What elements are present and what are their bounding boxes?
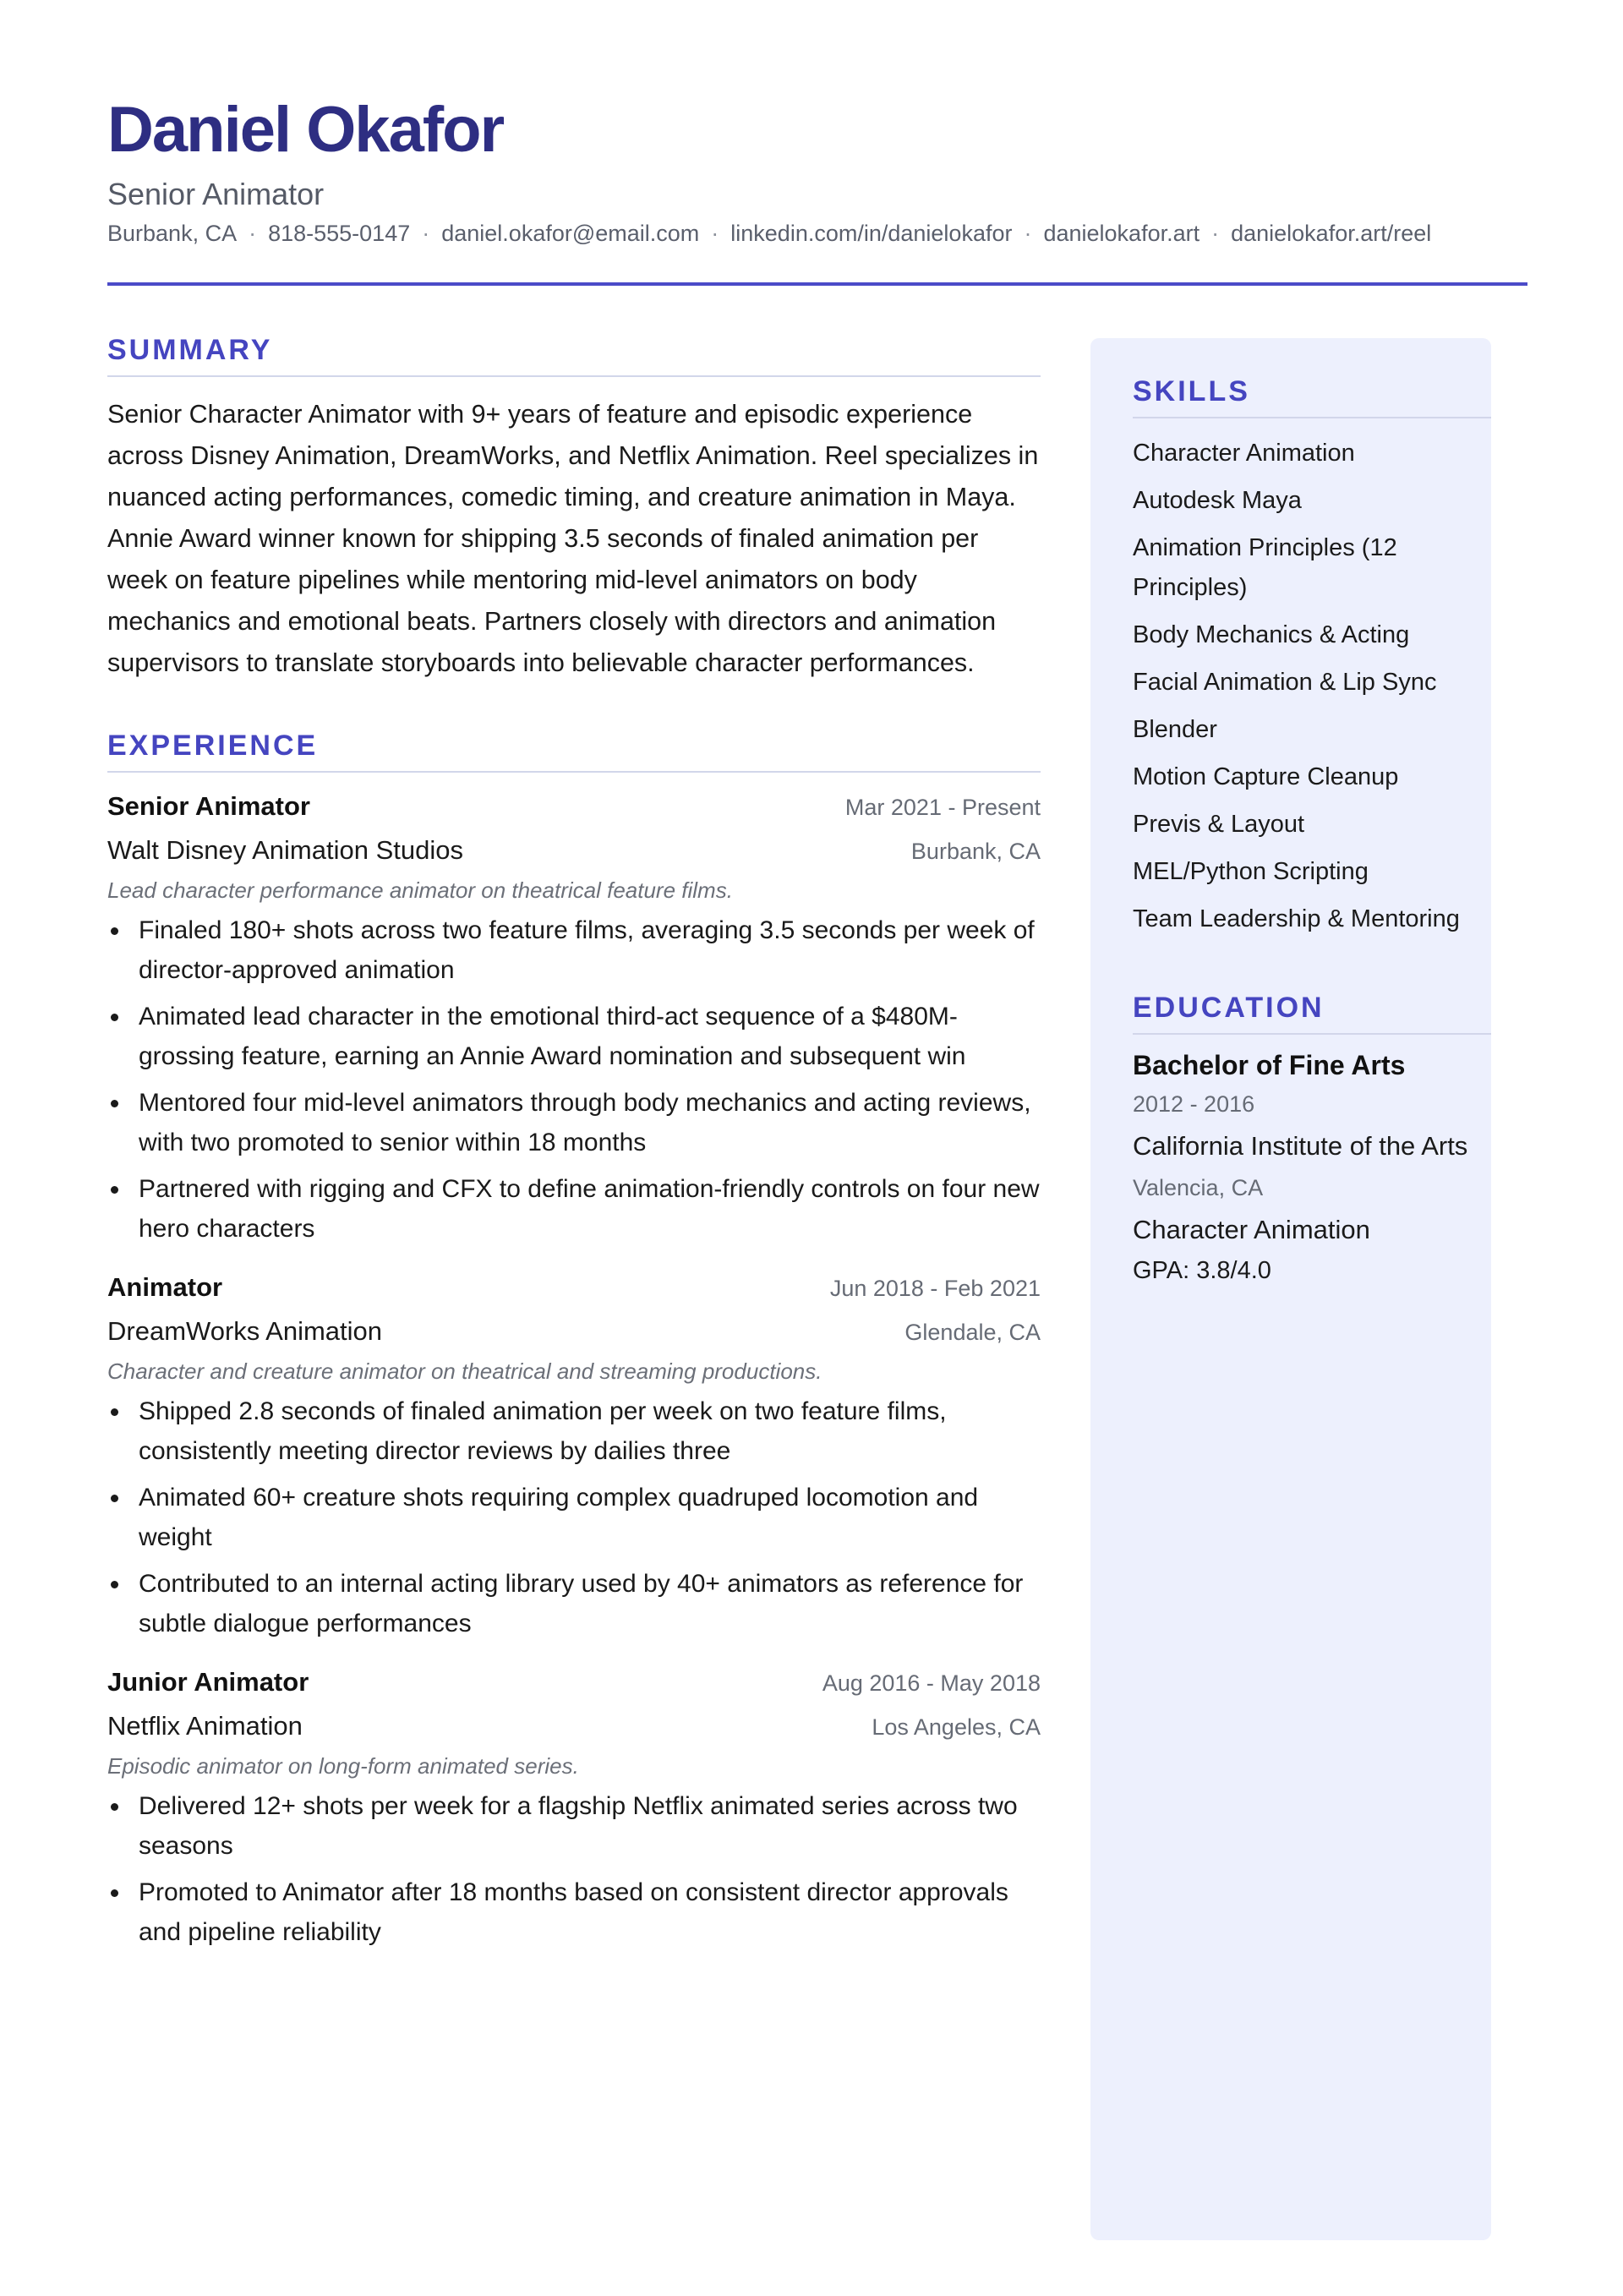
contact-separator: · [1211, 220, 1220, 246]
company-row [107, 835, 1041, 866]
job-bullet: Animated 60+ creature shots requiring complex quadruped locomotion and weight [107, 1478, 1041, 1557]
skill-item: Previs & Layout [1133, 811, 1305, 838]
education-school: California Institute of the Arts [1133, 1131, 1468, 1161]
experience-heading: EXPERIENCE [107, 730, 1041, 773]
skill-item: Motion Capture Cleanup [1133, 763, 1399, 790]
contact-separator: · [1024, 220, 1032, 246]
job-bullet: Delivered 12+ shots per week for a flagship Netflix animated series across two seasons [107, 1786, 1041, 1866]
job-bullets [107, 910, 1041, 1249]
job-bullet: Promoted to Animator after 18 months based on consistent director approvals and pipeline reliability [107, 1872, 1041, 1952]
job-location: Los Angeles, CA [872, 1714, 1041, 1740]
education-section [1133, 992, 1491, 1285]
job-dates: Aug 2016 - May 2018 [822, 1670, 1041, 1696]
job-description: Lead character performance animator on theatrical feature films. [107, 877, 733, 903]
skill-item: Blender [1133, 716, 1217, 743]
job-dates: Jun 2018 - Feb 2021 [829, 1276, 1041, 1301]
skills-heading: SKILLS [1133, 375, 1491, 418]
education-field: Character Animation [1133, 1215, 1370, 1244]
job-title-row [107, 791, 1041, 822]
resume-header [107, 95, 1527, 247]
sidebar [1090, 338, 1491, 2240]
contact-item[interactable]: daniel.okafor@email.com [441, 220, 700, 246]
job-bullet: Finaled 180+ shots across two feature films, averaging 3.5 seconds per week of director-approved animation [107, 910, 1041, 990]
skill-item: Facial Animation & Lip Sync [1133, 669, 1437, 696]
contact-item: Burbank, CA [107, 220, 238, 246]
job-entry [107, 1272, 1041, 1643]
job-dates: Mar 2021 - Present [844, 795, 1041, 820]
candidate-headline: Senior Animator [107, 176, 325, 211]
skill-item: Team Leadership & Mentoring [1133, 905, 1460, 932]
job-title: Animator [107, 1272, 223, 1302]
job-bullet: Shipped 2.8 seconds of finaled animation per week on two feature films, consistently meeting director reviews by dailies three [107, 1391, 1041, 1471]
education-location: Valencia, CA [1133, 1175, 1264, 1200]
job-bullet: Mentored four mid-level animators through body mechanics and acting reviews, with two promoted to senior within 18 months [107, 1083, 1041, 1162]
education-dates: 2012 - 2016 [1133, 1091, 1255, 1117]
company-row [107, 1711, 1041, 1741]
company-row [107, 1316, 1041, 1347]
job-title: Junior Animator [107, 1667, 309, 1697]
contact-separator: · [249, 220, 257, 246]
education-heading: EDUCATION [1133, 992, 1491, 1035]
job-bullet: Animated lead character in the emotional third-act sequence of a $480M-grossing feature, earning an Annie Award nomination and subsequent win [107, 997, 1041, 1076]
job-location: Glendale, CA [904, 1320, 1041, 1345]
job-entry [107, 1667, 1041, 1952]
job-bullets [107, 1391, 1041, 1643]
job-title-row [107, 1272, 1041, 1303]
job-company: Netflix Animation [107, 1711, 303, 1741]
main-column [107, 334, 1041, 1952]
experience-section [107, 730, 1041, 1952]
skills-list [1133, 434, 1491, 939]
job-company: DreamWorks Animation [107, 1316, 383, 1346]
education-gpa: GPA: 3.8/4.0 [1133, 1257, 1271, 1284]
skill-item: Body Mechanics & Acting [1133, 621, 1410, 648]
job-entry [107, 791, 1041, 1249]
skill-item: Autodesk Maya [1133, 487, 1302, 514]
contact-item: 818-555-0147 [268, 220, 411, 246]
job-description: Character and creature animator on theatrical and streaming productions. [107, 1358, 822, 1384]
job-title-row [107, 1667, 1041, 1697]
contact-item[interactable]: danielokafor.art/reel [1231, 220, 1432, 246]
job-bullets [107, 1786, 1041, 1952]
summary-text: Senior Character Animator with 9+ years of feature and episodic experience across Disney Animation, DreamWorks, and Netflix Animation. Reel specializes in nuanced acting performances, comedic timing, and creature animation in Maya. Annie Award winner known for shipping 3.5 seconds of finaled animation per week on feature pipelines while mentoring mid-level animators on body mechanics and emotional beats. Partners closely with directors and animation supervisors to translate storyboards into believable character performances. [107, 400, 1039, 677]
skill-item: MEL/Python Scripting [1133, 858, 1369, 885]
summary-heading: SUMMARY [107, 334, 1041, 377]
contact-separator: · [422, 220, 430, 246]
header-divider [107, 282, 1527, 286]
summary-section [107, 334, 1041, 684]
skills-section [1133, 375, 1491, 939]
skill-item: Animation Principles (12 Principles) [1133, 534, 1397, 601]
candidate-name: Daniel Okafor [107, 94, 504, 166]
job-description: Episodic animator on long-form animated series. [107, 1753, 579, 1779]
job-location: Burbank, CA [910, 839, 1041, 864]
education-degree: Bachelor of Fine Arts [1133, 1050, 1406, 1080]
job-title: Senior Animator [107, 791, 310, 821]
contact-item[interactable]: danielokafor.art [1043, 220, 1200, 246]
contact-separator: · [711, 220, 719, 246]
contact-line [107, 221, 1527, 247]
job-list [107, 791, 1041, 1952]
job-bullet: Partnered with rigging and CFX to define animation-friendly controls on four new hero characters [107, 1169, 1041, 1249]
job-bullet: Contributed to an internal acting library used by 40+ animators as reference for subtle dialogue performances [107, 1564, 1041, 1643]
contact-item[interactable]: linkedin.com/in/danielokafor [730, 220, 1013, 246]
skill-item: Character Animation [1133, 440, 1355, 467]
job-company: Walt Disney Animation Studios [107, 835, 463, 865]
